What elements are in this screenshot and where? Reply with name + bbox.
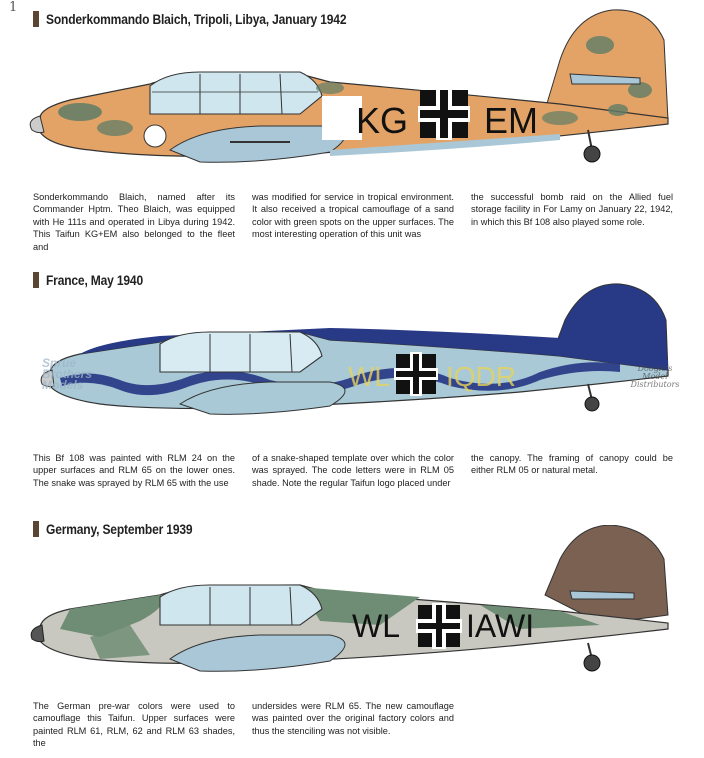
aircraft-profile-france xyxy=(0,280,704,450)
watermark-logo-left: Sprue Brothers Models xyxy=(42,356,93,392)
code-right: IQDR xyxy=(446,361,516,392)
text-column: This Bf 108 was painted with RLM 24 on the upper surfaces and RLM 65 on the lower ones. The snake was sprayed by RLM 65 with the use xyxy=(33,453,235,488)
text-column: Sonderkommando Blaich, named after its Commander Hptm. Theo Blaich, was equipped with He 111s and operated in Libya during 1942. This Taifun KG+EM also belonged to the fleet and xyxy=(33,192,235,252)
page-mark: 1 xyxy=(9,0,18,15)
watermark-logo-right: Doogie's Model Distributors xyxy=(630,364,680,389)
text-column: the canopy. The framing of canopy could be either RLM 05 or natural metal. xyxy=(471,453,673,476)
section-text xyxy=(33,191,673,253)
section-text xyxy=(33,452,673,489)
aircraft-profile-tripoli xyxy=(0,0,704,180)
code-left: WL xyxy=(352,608,400,644)
text-column: was modified for service in tropical environment. It also received a tropical camouflage of a sand color with green spots on the upper surfaces. The most interesting operation of this unit was xyxy=(252,192,454,240)
section-title: Germany, September 1939 xyxy=(46,521,193,537)
text-column: of a snake-shaped template over which the color was sprayed. The code letters were in RLM 05 shade. Note the regular Taifun logo placed under xyxy=(252,453,454,488)
balkenkreuz-insignia xyxy=(394,352,438,396)
aircraft-profile-germany xyxy=(0,525,704,685)
section-title: Sonderkommando Blaich, Tripoli, Libya, January 1942 xyxy=(46,11,347,27)
text-column: the successful bomb raid on the Allied fuel storage facility in For Lamy on January 22, 1942, in which this Bf 108 also played some role. xyxy=(471,192,673,227)
section-text xyxy=(33,700,673,750)
text-column: The German pre-war colors were used to camouflage this Taifun. Upper surfaces were painted RLM 61, RLM, 62 and RLM 63 shades, the xyxy=(33,701,235,749)
code-right: EM xyxy=(484,100,538,141)
text-column xyxy=(471,700,673,750)
code-right: IAWI xyxy=(466,608,535,644)
code-left: WL xyxy=(348,361,390,392)
balkenkreuz-insignia xyxy=(418,88,470,140)
section-title: France, May 1940 xyxy=(46,272,143,288)
code-left: KG xyxy=(356,100,409,141)
balkenkreuz-insignia xyxy=(416,603,462,649)
text-column: undersides were RLM 65. The new camouflage was painted over the original factory colors and thus the stenciling was not visible. xyxy=(252,701,454,736)
